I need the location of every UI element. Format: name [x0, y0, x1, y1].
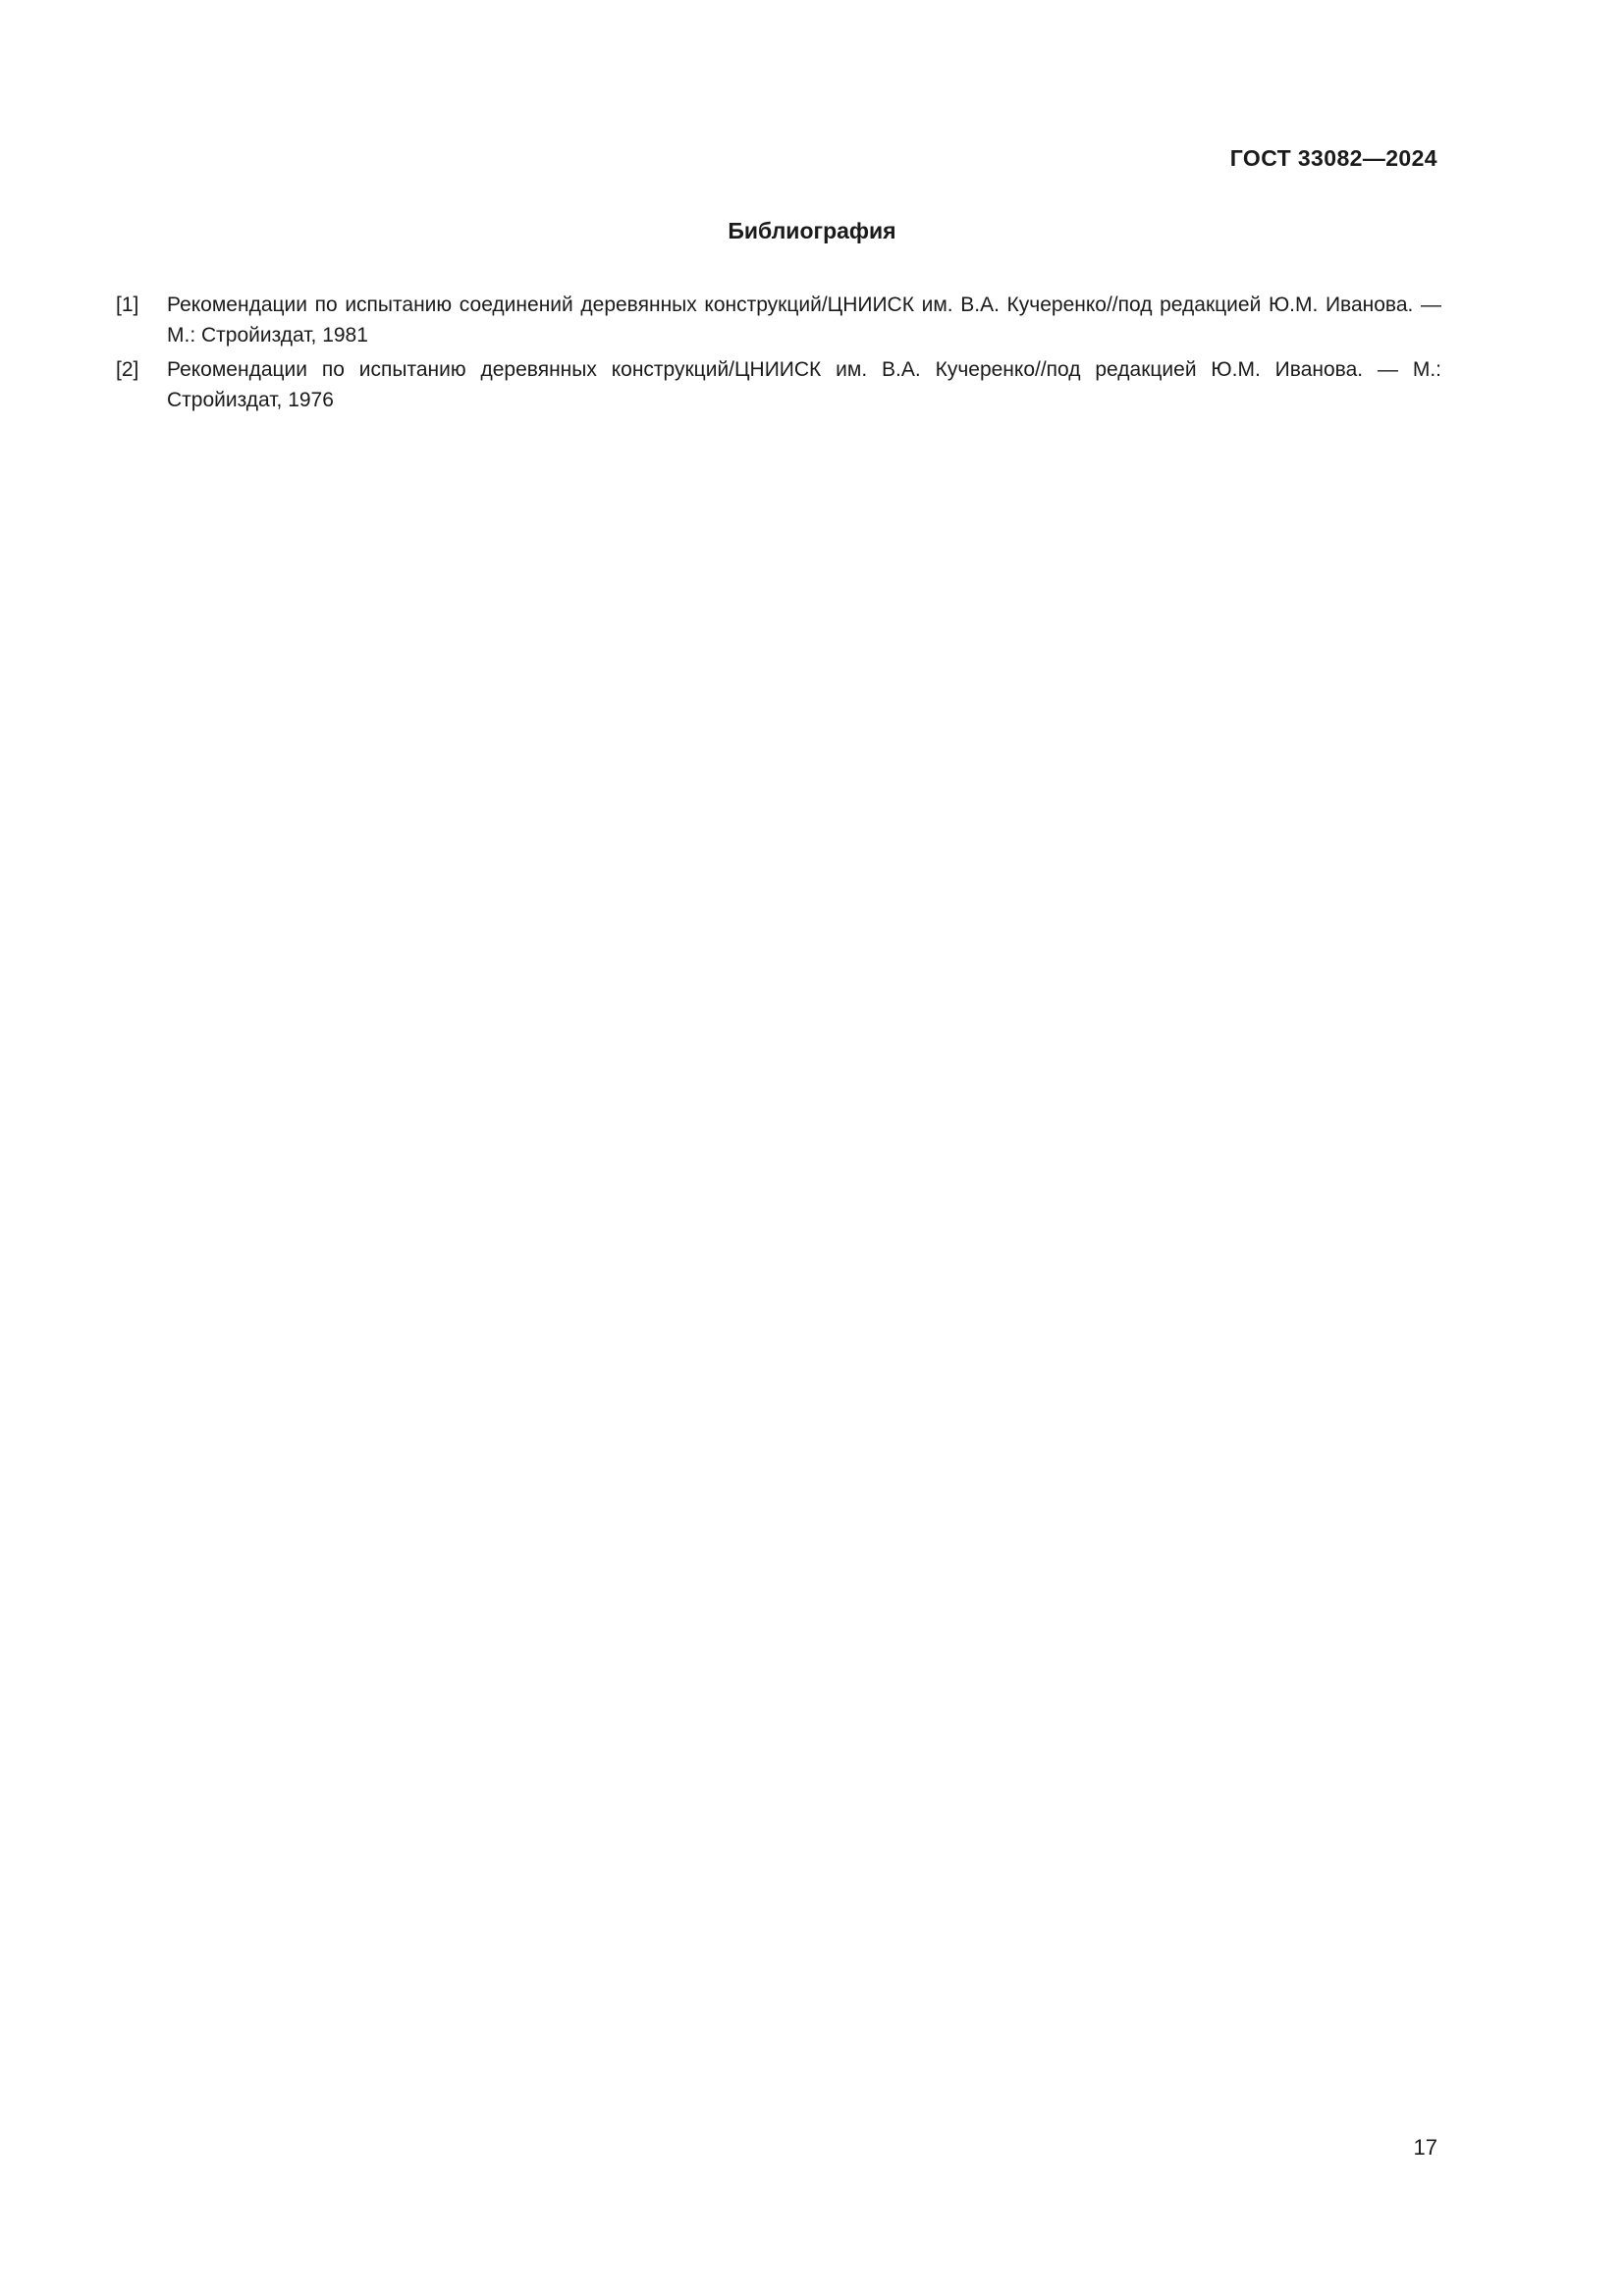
page-header-standard-ref: ГОСТ 33082—2024: [1229, 145, 1437, 171]
bibliography-entry-text: Рекомендации по испытанию деревянных конструкций/ЦНИИСК им. В.А. Кучеренко//под редакцией Ю.М. Иванова. — М.: Стройиздат, 1976: [167, 358, 1441, 411]
bibliography-entry-text: Рекомендации по испытанию соединений деревянных конструкций/ЦНИИСК им. В.А. Кучеренко//под редакцией Ю.М. Иванова. — М.: Стройиздат, 1981: [167, 294, 1441, 347]
bibliography-marker: [1]: [116, 294, 139, 316]
list-item: [116, 354, 1441, 415]
bibliography-marker: [2]: [116, 358, 139, 381]
page-number: 17: [1413, 2135, 1437, 2160]
bibliography-list: [116, 290, 1441, 419]
list-item: [116, 290, 1441, 350]
page-title: Библиография: [728, 218, 896, 243]
